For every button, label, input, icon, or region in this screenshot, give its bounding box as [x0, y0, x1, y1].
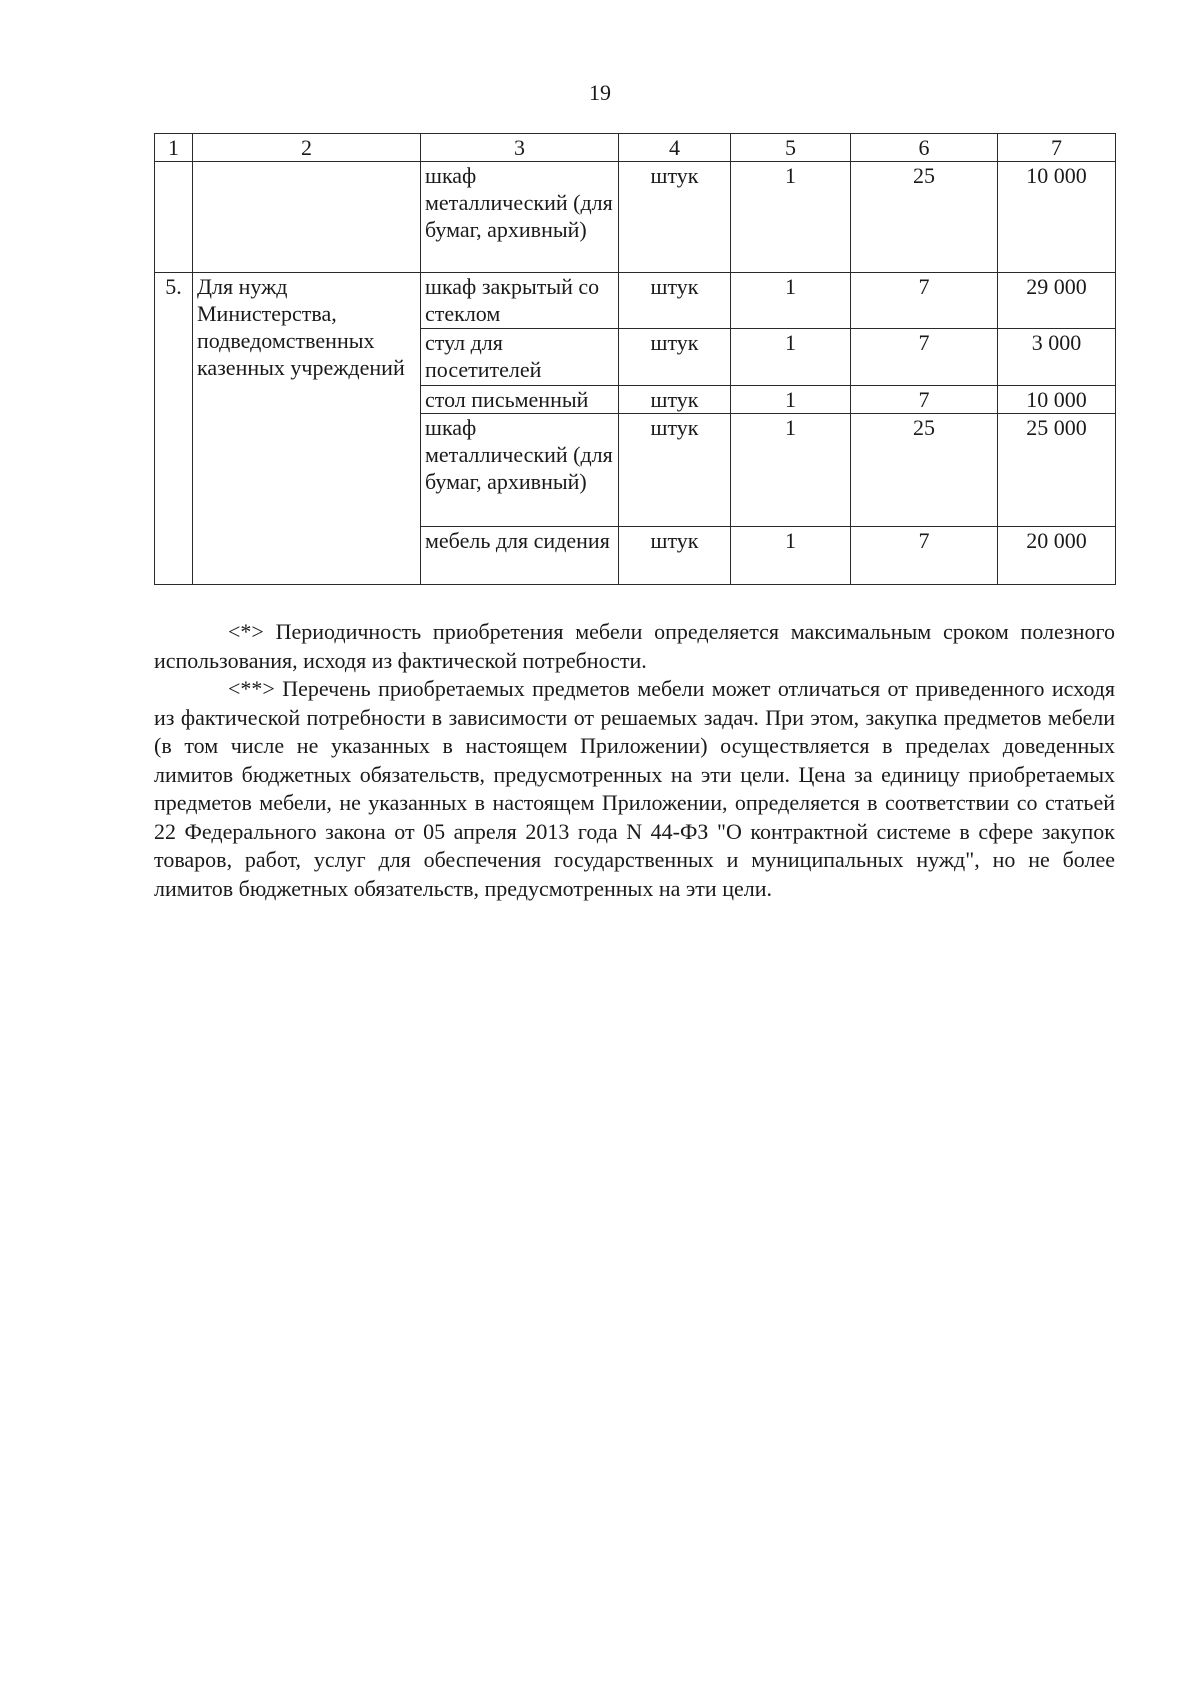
- service-life-cell: 7: [851, 273, 998, 329]
- item-name-cell: шкаф закрытый со стеклом: [421, 273, 619, 329]
- footnote-furniture-list: <**> Перечень приобретаемых предметов мебели может отличаться от приведенного исходя из фактической потребности в зависимости от решаемых задач. При этом, закупка предметов мебели (в том числе не указанных в настоящем Приложении) осуществляется в пределах доведенных лимитов бюджетных обязательств, предусмотренных на эти цели. Цена за единицу приобретаемых предметов мебели, не указанных в настоящем Приложении, определяется в соответствии со статьей 22 Федерального закона от 05 апреля 2013 года N 44-ФЗ "О контрактной системе в сфере закупок товаров, работ, услуг для обеспечения государственных и муниципальных нужд", но не более лимитов бюджетных обязательств, предусмотренных на эти цели.: [154, 676, 1115, 901]
- row-number-cell: 5.: [155, 273, 193, 585]
- column-header: 2: [193, 134, 421, 162]
- quantity-cell: 1: [731, 386, 851, 414]
- service-life-cell: 25: [851, 414, 998, 527]
- unit-cell: штук: [619, 386, 731, 414]
- price-cell: 3 000: [998, 329, 1116, 386]
- unit-cell: штук: [619, 162, 731, 273]
- price-cell: 20 000: [998, 527, 1116, 585]
- page-number: 19: [589, 80, 611, 105]
- service-life-cell: 7: [851, 386, 998, 414]
- price-cell: 10 000: [998, 386, 1116, 414]
- quantity-cell: 1: [731, 414, 851, 527]
- quantity-cell: 1: [731, 527, 851, 585]
- footnote-periodicity: <*> Периодичность приобретения мебели определяется максимальным сроком полезного использования, исходя из фактической потребности.: [154, 619, 1115, 673]
- column-header: 4: [619, 134, 731, 162]
- item-name-cell: стол письменный: [421, 386, 619, 414]
- item-name-cell: шкаф металлический (для бумаг, архивный): [421, 162, 619, 273]
- column-header: 3: [421, 134, 619, 162]
- column-header: 1: [155, 134, 193, 162]
- price-cell: 25 000: [998, 414, 1116, 527]
- item-name-cell: шкаф металлический (для бумаг, архивный): [421, 414, 619, 527]
- unit-cell: штук: [619, 273, 731, 329]
- footnotes: [154, 618, 1115, 903]
- column-header: 7: [998, 134, 1116, 162]
- service-life-cell: 7: [851, 329, 998, 386]
- purpose-cell: [193, 162, 421, 273]
- row-number-cell: [155, 162, 193, 273]
- unit-cell: штук: [619, 527, 731, 585]
- column-header: 5: [731, 134, 851, 162]
- quantity-cell: 1: [731, 273, 851, 329]
- table-row: [155, 273, 1116, 329]
- quantity-cell: 1: [731, 329, 851, 386]
- furniture-table: [154, 133, 1116, 585]
- service-life-cell: 7: [851, 527, 998, 585]
- unit-cell: штук: [619, 414, 731, 527]
- service-life-cell: 25: [851, 162, 998, 273]
- unit-cell: штук: [619, 329, 731, 386]
- table-row: [155, 162, 1116, 273]
- item-name-cell: мебель для сидения: [421, 527, 619, 585]
- quantity-cell: 1: [731, 162, 851, 273]
- column-header: 6: [851, 134, 998, 162]
- price-cell: 10 000: [998, 162, 1116, 273]
- table-header-row: [155, 134, 1116, 162]
- price-cell: 29 000: [998, 273, 1116, 329]
- item-name-cell: стул для посетителей: [421, 329, 619, 386]
- purpose-cell: Для нужд Министерства, подведомственных казенных учреждений: [193, 273, 421, 585]
